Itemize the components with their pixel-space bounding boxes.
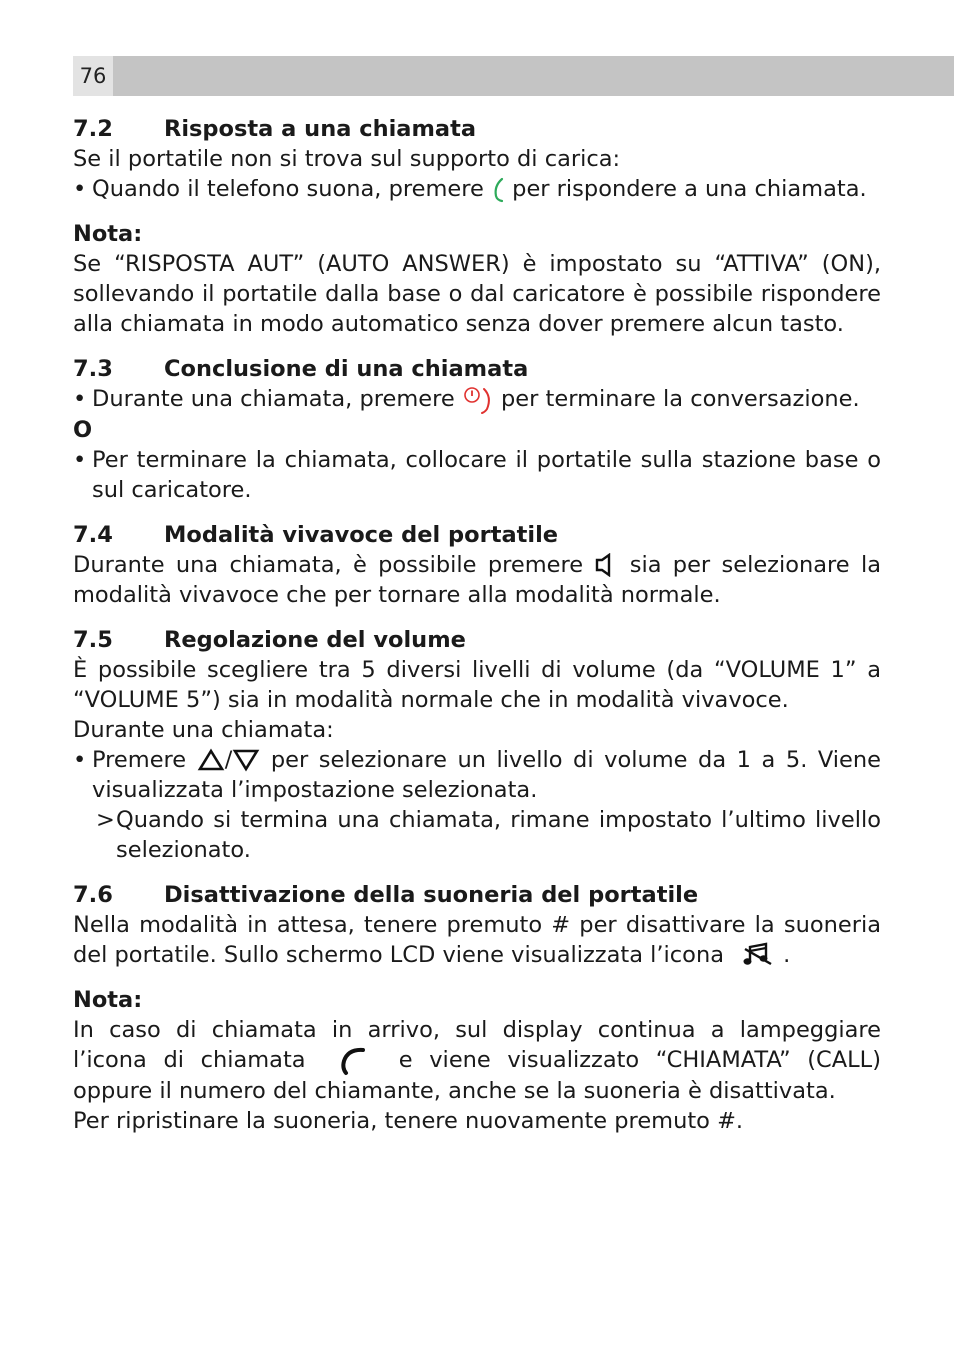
header-bar [73,56,954,96]
note-label: Nota: [73,221,143,247]
section-number: 7.4 [73,521,113,548]
down-arrow-icon [232,748,260,772]
paragraph: Durante una chiamata, è possibile premere sia per selezionare la modalità vivavoce che per tornare alla modalità normale. [73,551,881,608]
green-talk-icon [491,177,505,203]
bullet-mark: • [73,746,87,773]
up-arrow-icon [197,748,225,772]
note-text: In caso di chiamata in arrivo, sul display continua a lampeggiare l’icona di chiamata e viene visualizzato “CHIAMATA” (CALL) oppure il numero del chiamante, anche se la suoneria è disattivata. [73,1017,881,1104]
note-text: Se “RISPOSTA AUT” (AUTO ANSWER) è impostato su “ATTIVA” (ON), sollevando il portatile dalla base o dal caricatore è possibile rispondere alla chiamata in modo automatico senza dover premere alcun tasto. [73,251,881,337]
section-number: 7.3 [73,356,113,382]
bullet-text: Durante una chiamata, premere [92,386,455,412]
section-heading-7-5 [73,625,881,655]
paragraph: Nella modalità in attesa, tenere premuto # per disattivare la suoneria del portatile. Sullo schermo LCD viene visualizzata l’icona . [73,910,881,971]
bullet-mark: • [73,386,87,412]
bullet-item: • Premere / per selezionare un livello di volume da 1 a 5. Viene visualizzata l’impostazione selezionata. [73,746,881,803]
handset-icon [336,1046,370,1076]
ringer-off-icon [741,940,775,970]
section-heading-7-3 [73,354,881,384]
section-title: Conclusione di una chiamata [164,356,529,382]
section-heading-7-2 [73,114,881,144]
sub-item [96,805,881,865]
section-title: Regolazione del volume [164,626,466,653]
bullet-item [73,174,881,204]
bullet-text: per rispondere a una chiamata. [512,176,867,202]
section-number: 7.2 [73,116,113,142]
bullet-item [73,384,881,415]
bullet-item [73,445,881,505]
paragraph: Durante una chiamata: [73,716,334,743]
note-label: Nota: [73,987,143,1013]
bullet-mark: • [73,176,87,202]
section-number: 7.6 [73,881,113,908]
section-heading-7-4 [73,520,881,550]
red-end-call-icon [462,385,494,415]
slash: / [224,746,233,773]
section-heading-7-6 [73,880,881,910]
paragraph: Per ripristinare la suoneria, tenere nuovamente premuto #. [73,1107,744,1134]
bullet-text: per terminare la conversazione. [501,386,860,412]
or-label: O [73,416,93,443]
sub-mark: > [96,806,115,833]
content [73,114,881,1136]
page-number: 76 [73,56,113,96]
speaker-icon [594,553,618,577]
bullet-text: Quando il telefono suona, premere [92,176,484,202]
section-title: Disattivazione della suoneria del portatile [164,881,699,908]
sub-text: Quando si termina una chiamata, rimane impostato l’ultimo livello selezionato. [116,806,881,863]
paragraph: Se il portatile non si trova sul supporto di carica: [73,146,621,172]
section-title: Modalità vivavoce del portatile [164,521,559,548]
section-number: 7.5 [73,626,113,653]
section-title: Risposta a una chiamata [164,116,477,142]
paragraph: È possibile scegliere tra 5 diversi livelli di volume (da “VOLUME 1” a “VOLUME 5”) sia in modalità normale che in modalità vivavoce. [73,656,881,713]
bullet-text: Per terminare la chiamata, collocare il portatile sulla stazione base o sul caricatore. [92,446,881,503]
bullet-mark: • [73,446,87,473]
